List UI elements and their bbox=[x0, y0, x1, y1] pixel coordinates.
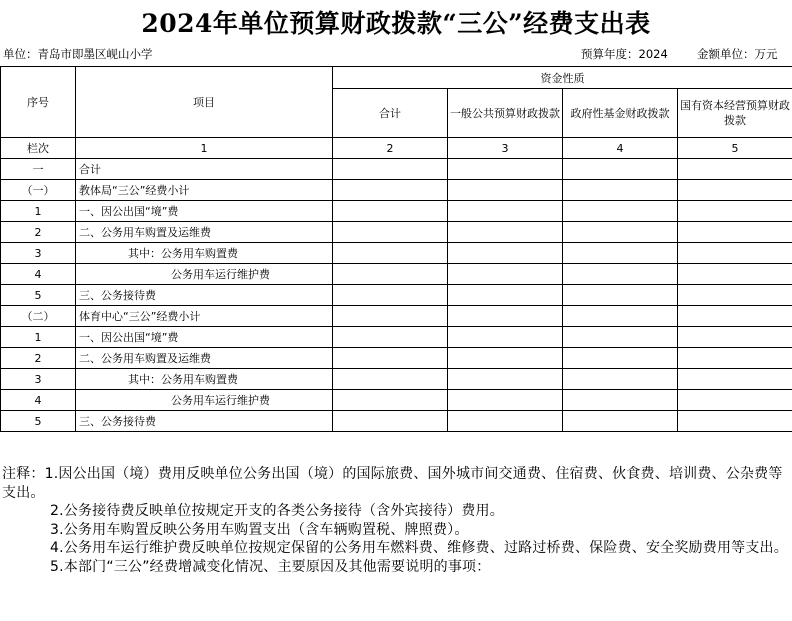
row-amount-cell bbox=[678, 180, 792, 201]
note-1: 注释：1.因公出国（境）费用反映单位公务出国（境）的国际旅费、国外城市间交通费、住宿费、伙食费、培训费、公杂费等支出。 bbox=[2, 466, 783, 501]
row-amount-cell bbox=[563, 222, 678, 243]
row-item: 一、因公出国“境”费 bbox=[76, 201, 333, 222]
row-amount-cell bbox=[563, 348, 678, 369]
row-amount-cell bbox=[448, 180, 563, 201]
row-amount-cell bbox=[333, 264, 448, 285]
column-index-1: 1 bbox=[76, 138, 333, 159]
table-row bbox=[1, 264, 792, 285]
row-seq: （一） bbox=[1, 180, 76, 201]
row-item: 二、公务用车购置及运维费 bbox=[76, 222, 333, 243]
table-row bbox=[1, 390, 792, 411]
row-amount-cell bbox=[563, 201, 678, 222]
row-amount-cell bbox=[563, 306, 678, 327]
row-amount-cell bbox=[678, 285, 792, 306]
table-row bbox=[1, 180, 792, 201]
row-item: 其中：公务用车购置费 bbox=[76, 369, 333, 390]
row-amount-cell bbox=[333, 243, 448, 264]
row-item: 二、公务用车购置及运维费 bbox=[76, 348, 333, 369]
row-amount-cell bbox=[333, 285, 448, 306]
row-amount-cell bbox=[563, 390, 678, 411]
column-index-5: 5 bbox=[678, 138, 792, 159]
row-amount-cell bbox=[678, 243, 792, 264]
table-row bbox=[1, 411, 792, 432]
row-seq: 1 bbox=[1, 327, 76, 348]
row-seq: （二） bbox=[1, 306, 76, 327]
row-seq: 1 bbox=[1, 201, 76, 222]
row-seq: 2 bbox=[1, 222, 76, 243]
row-amount-cell bbox=[448, 159, 563, 180]
row-amount-cell bbox=[448, 264, 563, 285]
row-amount-cell bbox=[448, 369, 563, 390]
row-item: 合计 bbox=[76, 159, 333, 180]
note-4: 4.公务用车运行维护费反映单位按规定保留的公务用车燃料费、维修费、过路过桥费、保险费、安全奖励费用等支出。 bbox=[50, 540, 788, 556]
row-amount-cell bbox=[448, 201, 563, 222]
table-row bbox=[1, 159, 792, 180]
column-index-2: 2 bbox=[333, 138, 448, 159]
row-item: 其中：公务用车购置费 bbox=[76, 243, 333, 264]
row-amount-cell bbox=[678, 327, 792, 348]
row-seq: 3 bbox=[1, 243, 76, 264]
header-state-capital: 国有资本经营预算财政拨款 bbox=[678, 89, 792, 138]
table-row bbox=[1, 306, 792, 327]
row-item: 三、公务接待费 bbox=[76, 411, 333, 432]
budget-year-label: 预算年度：2024 bbox=[581, 47, 668, 61]
row-amount-cell bbox=[563, 264, 678, 285]
row-seq: 2 bbox=[1, 348, 76, 369]
row-amount-cell bbox=[333, 201, 448, 222]
row-amount-cell bbox=[678, 201, 792, 222]
row-amount-cell bbox=[563, 369, 678, 390]
row-item: 一、因公出国“境”费 bbox=[76, 327, 333, 348]
row-amount-cell bbox=[678, 390, 792, 411]
row-seq: 4 bbox=[1, 390, 76, 411]
note-2: 2.公务接待费反映单位按规定开支的各类公务接待（含外宾接待）费用。 bbox=[50, 503, 504, 519]
row-amount-cell bbox=[563, 285, 678, 306]
row-amount-cell bbox=[678, 411, 792, 432]
row-amount-cell bbox=[448, 411, 563, 432]
row-amount-cell bbox=[448, 306, 563, 327]
row-amount-cell bbox=[333, 348, 448, 369]
unit-label: 单位：青岛市即墨区岘山小学 bbox=[3, 47, 153, 61]
table-row bbox=[1, 222, 792, 243]
column-index-4: 4 bbox=[563, 138, 678, 159]
header-total: 合计 bbox=[333, 89, 448, 138]
expense-table bbox=[0, 66, 792, 432]
row-amount-cell bbox=[333, 327, 448, 348]
money-unit-label: 金额单位：万元 bbox=[697, 47, 778, 61]
row-amount-cell bbox=[448, 285, 563, 306]
row-amount-cell bbox=[678, 264, 792, 285]
row-amount-cell bbox=[678, 306, 792, 327]
page-title: 2024年单位预算财政拨款“三公”经费支出表 bbox=[141, 9, 651, 38]
notes-section bbox=[2, 465, 790, 576]
row-seq: 一 bbox=[1, 159, 76, 180]
row-seq: 4 bbox=[1, 264, 76, 285]
header-fund-nature: 资金性质 bbox=[333, 67, 792, 89]
row-amount-cell bbox=[678, 159, 792, 180]
table-row bbox=[1, 369, 792, 390]
header-general-budget: 一般公共预算财政拨款 bbox=[448, 89, 563, 138]
row-amount-cell bbox=[563, 411, 678, 432]
row-amount-cell bbox=[333, 390, 448, 411]
row-item: 教体局“三公”经费小计 bbox=[76, 180, 333, 201]
table-row bbox=[1, 243, 792, 264]
row-amount-cell bbox=[333, 306, 448, 327]
header-gov-fund: 政府性基金财政拨款 bbox=[563, 89, 678, 138]
row-item: 体育中心“三公”经费小计 bbox=[76, 306, 333, 327]
header-item: 项目 bbox=[76, 67, 333, 138]
row-amount-cell bbox=[448, 348, 563, 369]
table-row bbox=[1, 285, 792, 306]
row-item: 公务用车运行维护费 bbox=[76, 264, 333, 285]
row-seq: 5 bbox=[1, 411, 76, 432]
row-amount-cell bbox=[448, 390, 563, 411]
row-amount-cell bbox=[678, 222, 792, 243]
row-amount-cell bbox=[448, 327, 563, 348]
row-amount-cell bbox=[333, 222, 448, 243]
table-row bbox=[1, 201, 792, 222]
row-amount-cell bbox=[563, 180, 678, 201]
row-amount-cell bbox=[563, 327, 678, 348]
row-amount-cell bbox=[333, 411, 448, 432]
row-amount-cell bbox=[333, 159, 448, 180]
column-index-label: 栏次 bbox=[1, 138, 76, 159]
row-amount-cell bbox=[678, 348, 792, 369]
row-amount-cell bbox=[333, 369, 448, 390]
table-row bbox=[1, 327, 792, 348]
row-item: 三、公务接待费 bbox=[76, 285, 333, 306]
row-amount-cell bbox=[563, 243, 678, 264]
note-3: 3.公务用车购置反映公务用车购置支出（含车辆购置税、牌照费）。 bbox=[50, 521, 469, 538]
note-5: 5.本部门“三公”经费增减变化情况、主要原因及其他需要说明的事项： bbox=[50, 558, 491, 575]
row-amount-cell bbox=[563, 159, 678, 180]
row-item: 公务用车运行维护费 bbox=[76, 390, 333, 411]
table-row bbox=[1, 348, 792, 369]
row-amount-cell bbox=[448, 243, 563, 264]
row-amount-cell bbox=[448, 222, 563, 243]
row-seq: 5 bbox=[1, 285, 76, 306]
row-seq: 3 bbox=[1, 369, 76, 390]
row-amount-cell bbox=[678, 369, 792, 390]
row-amount-cell bbox=[333, 180, 448, 201]
header-seq: 序号 bbox=[1, 67, 76, 138]
column-index-3: 3 bbox=[448, 138, 563, 159]
